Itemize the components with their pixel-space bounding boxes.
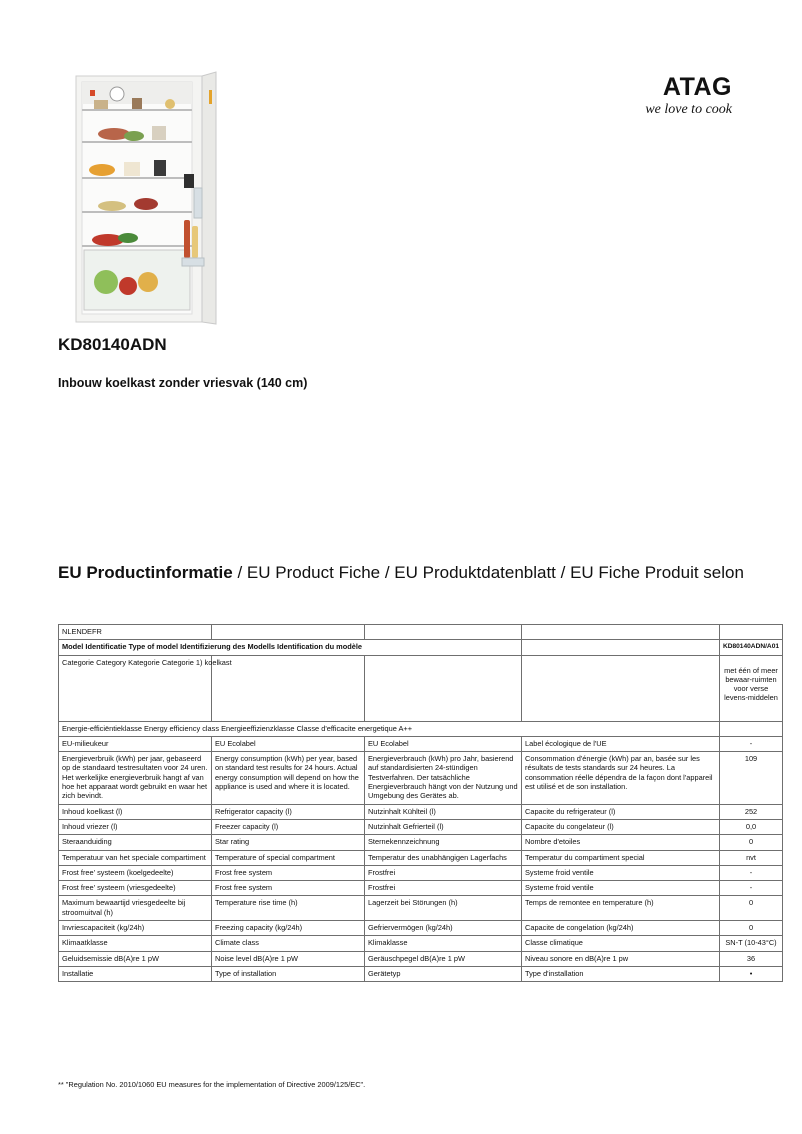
cell-en: Frost free system: [212, 881, 365, 896]
cell-fr: Consommation d'énergie (kWh) par an, basée sur les résultats de tests standards sur 24 heures. La consommation réelle dépendra de la façon dont l'appareil est utilisé et de son installation.: [522, 752, 720, 804]
category-row: [59, 655, 783, 721]
category-label: Categorie Category Kategorie Categorie 1) koelkast: [59, 655, 212, 721]
brand-tagline: we love to cook: [645, 102, 732, 117]
cell-fr: Temps de remontee en temperature (h): [522, 896, 720, 921]
energy-class-row: [59, 721, 783, 736]
cell-en: Temperature of special compartment: [212, 850, 365, 865]
model-number: KD80140ADN: [58, 335, 167, 354]
cell-fr: Capacite du refrigerateur (l): [522, 804, 720, 819]
cell-fr: Capacite de congelation (kg/24h): [522, 921, 720, 936]
cell-en: Refrigerator capacity (l): [212, 804, 365, 819]
fiche-rows: [59, 736, 783, 981]
cell-fr: Systeme froid ventile: [522, 865, 720, 880]
cell-en: Climate class: [212, 936, 365, 951]
table-row: [59, 896, 783, 921]
cell-value: 252: [720, 804, 783, 819]
cell-fr: Classe climatique: [522, 936, 720, 951]
table-row: [59, 921, 783, 936]
table-row: [59, 966, 783, 981]
lang-label: NLENDEFR: [59, 625, 212, 640]
cell-fr: Temperatur du compartiment special: [522, 850, 720, 865]
cell-nl: Maximum bewaartijd vriesgedeelte bij stroomuitval (h): [59, 896, 212, 921]
product-fiche-table: [58, 624, 783, 982]
cell-value: -: [720, 865, 783, 880]
cell-nl: Inhoud vriezer (l): [59, 819, 212, 834]
model-row: [59, 640, 783, 655]
brand-logo: [628, 74, 738, 118]
cell-en: EU Ecolabel: [212, 736, 365, 751]
cell-nl: Installatie: [59, 966, 212, 981]
cell-de: Frostfrei: [365, 865, 522, 880]
cell-value: 0: [720, 921, 783, 936]
cell-de: Frostfrei: [365, 881, 522, 896]
cell-value: 109: [720, 752, 783, 804]
cell-de: Temperatur des unabhängigen Lagerfachs: [365, 850, 522, 865]
cell-value: nvt: [720, 850, 783, 865]
cell-value: 0: [720, 896, 783, 921]
table-row: [59, 736, 783, 751]
cell-en: Freezing capacity (kg/24h): [212, 921, 365, 936]
product-description: Inbouw koelkast zonder vriesvak (140 cm): [58, 376, 308, 390]
cell-nl: Temperatuur van het speciale compartiment: [59, 850, 212, 865]
cell-nl: Steraanduiding: [59, 835, 212, 850]
cell-en: Energy consumption (kWh) per year, based on standard test results for 24 hours. Actual energy consumption will depend on how the appliance is used and where it is located.: [212, 752, 365, 804]
cell-en: Type of installation: [212, 966, 365, 981]
cell-de: Energieverbrauch (kWh) pro Jahr, basierend auf standardisierten 24-stündigen Testverfahren. Der tatsächliche Energieverbrauch hängt von der Nutzung und Umgebung des Gerätes ab.: [365, 752, 522, 804]
cell-value: 0,0: [720, 819, 783, 834]
table-row: [59, 865, 783, 880]
cell-en: Noise level dB(A)re 1 pW: [212, 951, 365, 966]
cell-de: Gerätetyp: [365, 966, 522, 981]
lang-row: [59, 625, 783, 640]
cell-de: Nutzinhalt Kühlteil (l): [365, 804, 522, 819]
cell-de: Klimaklasse: [365, 936, 522, 951]
cell-nl: Frost free' systeem (vriesgedeelte): [59, 881, 212, 896]
table-row: [59, 752, 783, 804]
cell-de: Gefriervermögen (kg/24h): [365, 921, 522, 936]
model-label: Model Identificatie Type of model Identifizierung des Modells Identification du modèle: [59, 640, 522, 655]
cell-de: Lagerzeit bei Störungen (h): [365, 896, 522, 921]
cell-en: Frost free system: [212, 865, 365, 880]
cell-value: -: [720, 736, 783, 751]
cell-en: Temperature rise time (h): [212, 896, 365, 921]
cell-nl: Energieverbruik (kWh) per jaar, gebaseerd op de standaard testresultaten voor 24 uren. Het werkelijke energieverbruik hangt af van hoe het apparaat wordt gebruikt en waar het zich bevindt.: [59, 752, 212, 804]
cell-nl: Klimaatklasse: [59, 936, 212, 951]
cell-value: -: [720, 881, 783, 896]
table-row: [59, 835, 783, 850]
cell-fr: Niveau sonore en dB(A)re 1 pw: [522, 951, 720, 966]
footnote: ** "Regulation No. 2010/1060 EU measures for the implementation of Directive 2009/125/EC".: [58, 1080, 366, 1089]
cell-value: •: [720, 966, 783, 981]
cell-nl: Geluidsemissie dB(A)re 1 pW: [59, 951, 212, 966]
cell-fr: Capacite du congelateur (l): [522, 819, 720, 834]
energy-class-label: Energie-efficiëntieklasse Energy efficiency class Energieeffizienzklasse Classe d'efficacite energetique A++: [59, 721, 720, 736]
cell-fr: Systeme froid ventile: [522, 881, 720, 896]
cell-de: EU Ecolabel: [365, 736, 522, 751]
table-row: [59, 850, 783, 865]
table-row: [59, 881, 783, 896]
cell-de: Sternekennzeichnung: [365, 835, 522, 850]
table-row: [59, 951, 783, 966]
cell-value: 0: [720, 835, 783, 850]
fiche-title-rest: / EU Product Fiche / EU Produktdatenblatt / EU Fiche Produit selon: [232, 563, 744, 582]
cell-nl: Inhoud koelkast (l): [59, 804, 212, 819]
fiche-title: [58, 563, 744, 583]
model-value: KD80140ADN/A01: [720, 640, 783, 655]
cell-value: SN-T (10-43°C): [720, 936, 783, 951]
cell-en: Star rating: [212, 835, 365, 850]
cell-fr: Label écologique de l'UE: [522, 736, 720, 751]
cell-nl: EU-milieukeur: [59, 736, 212, 751]
cell-nl: Invriescapaciteit (kg/24h): [59, 921, 212, 936]
cell-en: Freezer capacity (l): [212, 819, 365, 834]
product-photo: [72, 70, 217, 325]
table-row: [59, 936, 783, 951]
cell-nl: Frost free' systeem (koelgedeelte): [59, 865, 212, 880]
cell-de: Geräuschpegel dB(A)re 1 pW: [365, 951, 522, 966]
brand-name: ATAG: [662, 73, 732, 101]
fiche-title-bold: EU Productinformatie: [58, 563, 233, 582]
fridge-illustration: [72, 70, 217, 325]
cell-value: 36: [720, 951, 783, 966]
table-row: [59, 819, 783, 834]
category-value: met één of meer bewaar-ruimten voor verse levens-middelen: [720, 655, 783, 721]
cell-fr: Type d'installation: [522, 966, 720, 981]
cell-de: Nutzinhalt Gefrierteil (l): [365, 819, 522, 834]
table-row: [59, 804, 783, 819]
cell-fr: Nombre d'etoiles: [522, 835, 720, 850]
